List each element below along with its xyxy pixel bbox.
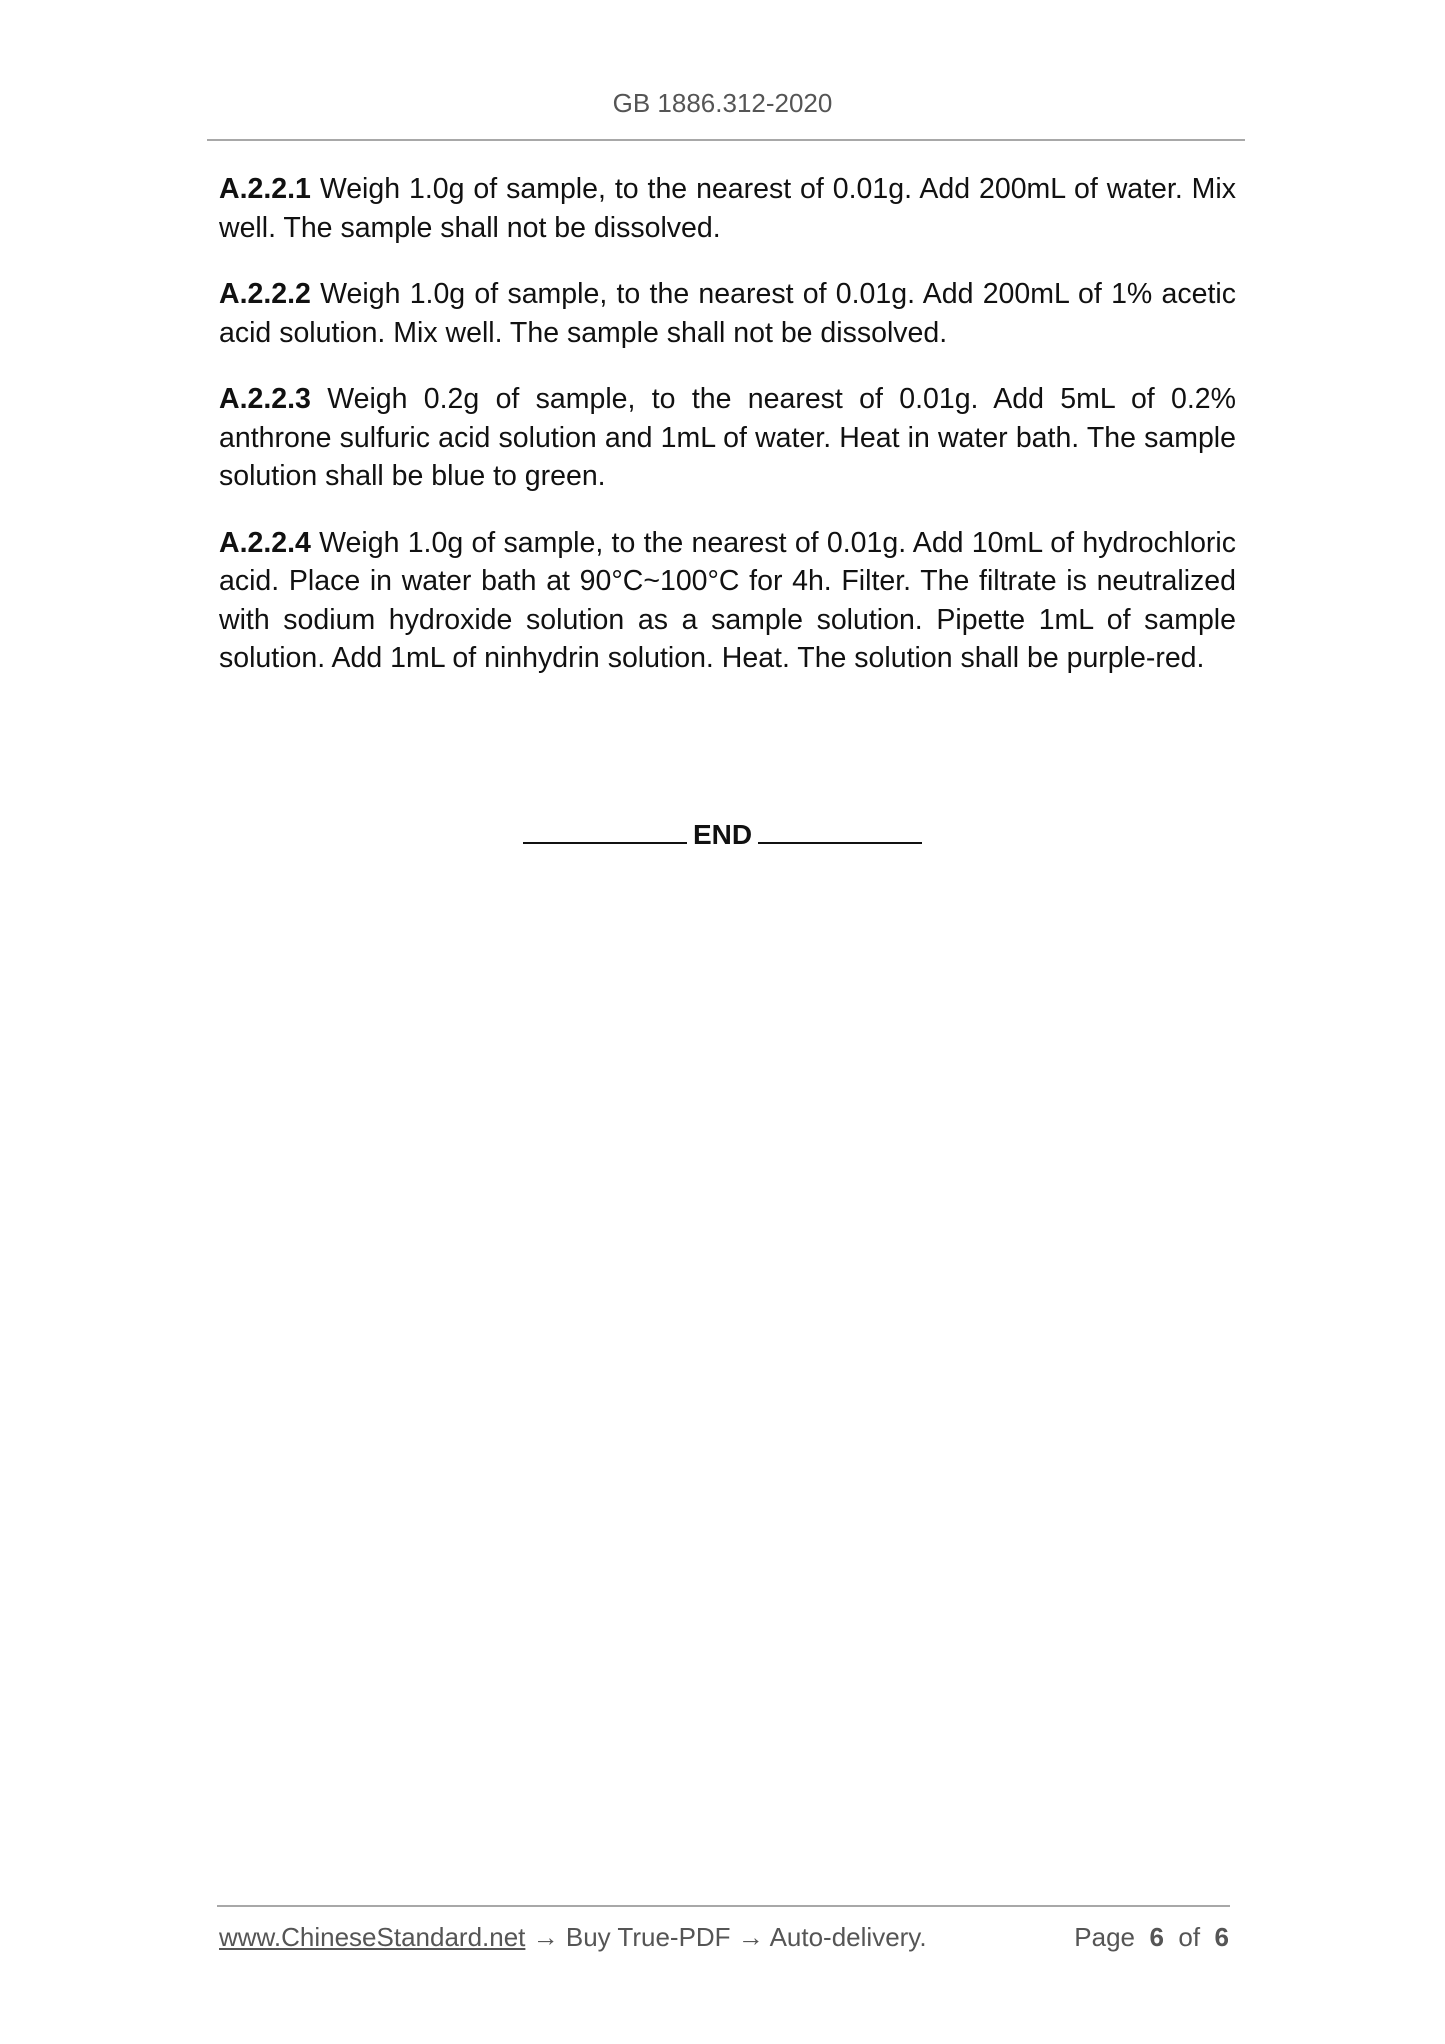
clause-text: Weigh 1.0g of sample, to the nearest of 0.01g. Add 200mL of water. Mix well. The sample shall not be dissolved.: [219, 173, 1236, 244]
header-divider: [207, 139, 1245, 141]
page-word: Page: [1074, 1922, 1136, 1952]
clause-number: A.2.2.2: [219, 278, 311, 310]
footer-promo: → Buy True-PDF → Auto-delivery.: [525, 1922, 927, 1952]
end-line-left: [523, 814, 687, 844]
clause-number: A.2.2.4: [219, 526, 311, 559]
clause-a224: [219, 524, 1236, 678]
page-current: 6: [1149, 1922, 1164, 1952]
of-word: of: [1178, 1922, 1201, 1952]
page-total: 6: [1214, 1922, 1229, 1952]
clause-number: A.2.2.1: [219, 173, 311, 205]
end-label: END: [692, 819, 753, 850]
document-body: [219, 170, 1236, 706]
page-number: [1074, 1922, 1229, 1953]
end-line-right: [758, 814, 922, 844]
clause-a222: [219, 275, 1236, 352]
end-marker: [0, 814, 1445, 851]
clause-text: Weigh 0.2g of sample, to the nearest of 0.01g. Add 5mL of 0.2% anthrone sulfuric acid solution and 1mL of water. Heat in water bath. The sample solution shall be blue to green.: [219, 383, 1236, 492]
website-link[interactable]: www.ChineseStandard.net: [219, 1922, 526, 1952]
clause-a223: [219, 380, 1236, 496]
page-footer: [219, 1922, 1229, 1953]
clause-number: A.2.2.3: [219, 383, 311, 415]
clause-text: Weigh 1.0g of sample, to the nearest of 0.01g. Add 200mL of 1% acetic acid solution. Mix well. The sample shall not be dissolved.: [219, 278, 1236, 349]
clause-a221: [219, 170, 1236, 247]
document-header: GB 1886.312-2020: [612, 88, 833, 118]
clause-text: Weigh 1.0g of sample, to the nearest of 0.01g. Add 10mL of hydrochloric acid. Place in water bath at 90°C~100°C for 4h. Filter. The filtrate is neutralized with sodium hydroxide solution as a sample solution. Pipette 1mL of sample solution. Add 1mL of ninhydrin solution. Heat. The solution shall be purple-red.: [219, 526, 1236, 674]
footer-divider: [217, 1905, 1230, 1907]
